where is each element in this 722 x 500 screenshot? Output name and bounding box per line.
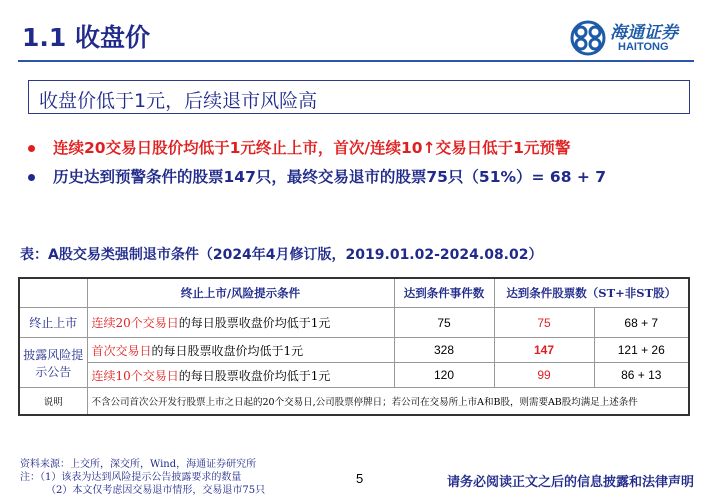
bullet-1 <box>28 136 570 158</box>
footnotes: 资料来源：上交所，深交所，Wind，海通证券研究所 注：（1）该表为达到风险提示公告披露要求的数量 （2）本文仅考虑因交易退市情形，交易退市75只 <box>20 459 266 496</box>
header-divider <box>18 60 694 62</box>
headline: 收盘价低于1元，后续退市风险高 <box>39 90 318 112</box>
bullet-dot-icon <box>28 174 35 181</box>
table-row: 终止上市 连续20个交易日的每日股票收盘价均低于1元 75 75 68 + 7 <box>19 308 689 338</box>
haitong-emblem-icon <box>570 20 606 56</box>
table-row: 连续10个交易日的每日股票收盘价均低于1元 120 99 86 + 13 <box>19 363 689 388</box>
logo-en: HAITONG <box>618 41 669 53</box>
table-row: 披露风险提示公告 首次交易日的每日股票收盘价均低于1元 328 147 121 + 26 <box>19 338 689 363</box>
bullet-text: 连续20交易日股价均低于1元 <box>53 139 256 157</box>
bullet-dot-icon <box>28 145 35 152</box>
logo-cn: 海通证券 <box>610 23 678 43</box>
page-number: 5 <box>356 471 364 486</box>
page-title: 1.1 收盘价 <box>22 23 150 52</box>
bullet-2 <box>28 165 606 187</box>
disclaimer: 请务必阅读正文之后的信息披露和法律声明 <box>447 475 695 490</box>
table-caption: 表：A股交易类强制退市条件（2024年4月修订版，2019.01.02-2024.08.02） <box>20 247 543 263</box>
table-note-row: 说明 不含公司首次公开发行股票上市之日起的20个交易日,公司股票停牌日；若公司在交易所上市A和B股，则需要AB股均满足上述条件 <box>19 388 689 416</box>
headline-box <box>28 80 690 114</box>
bullet-text: 终止上市，首次/连续10↑交易日低于1元预警 <box>255 139 571 157</box>
delisting-table <box>18 277 690 416</box>
bullet-text: 历史达到预警条件的股票147只，最终交易退市的股票75只（51%）= 68 + 7 <box>53 168 607 186</box>
table-header: 终止上市/风险提示条件 达到条件事件数 达到条件股票数（ST+非ST股） <box>19 278 689 308</box>
haitong-logo <box>570 18 720 58</box>
